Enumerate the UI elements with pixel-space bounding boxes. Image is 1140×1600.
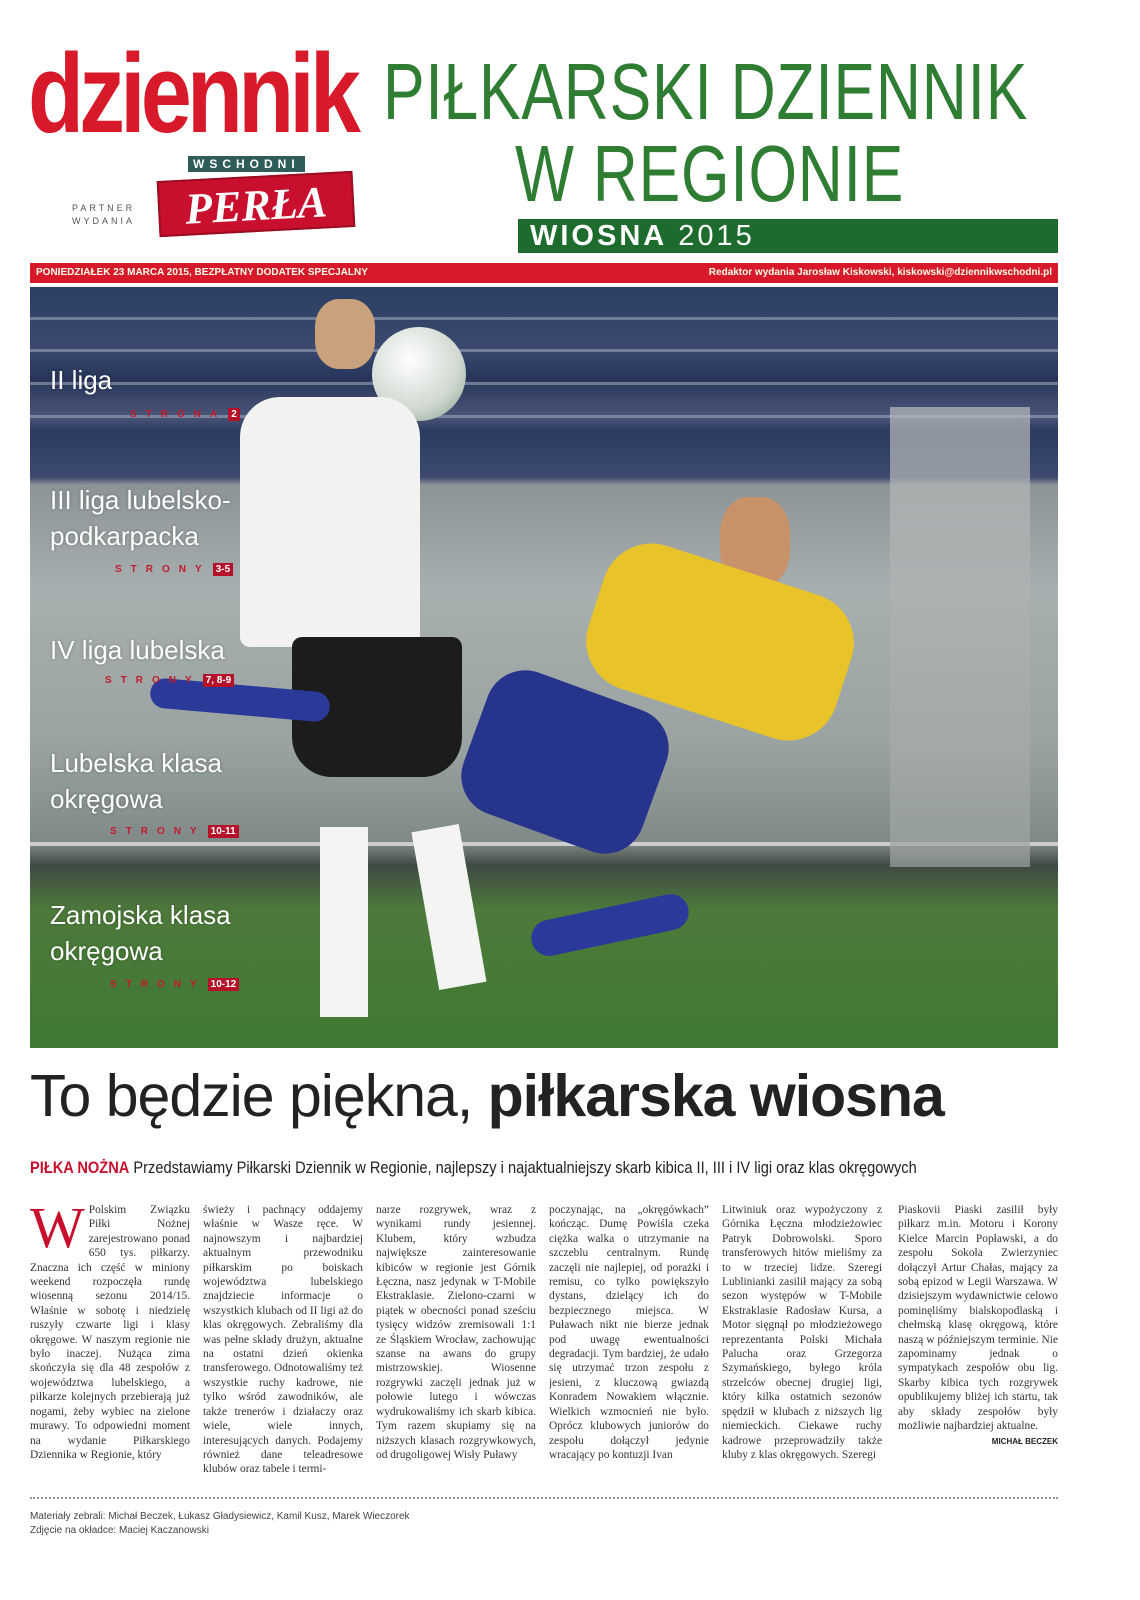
article-column: poczynając, na „okręgówkach” kończąc. Dumę Powiśla czeka ciężka walka o utrzymanie na szczeblu centralnym. Rundę zaczęli nie najlepiej, od porażki i remisu, co tylko powiększyło dystans, dzielący ich do bezpiecznego miejsca. W Puławach nikt nie bierze jednak pod uwagę ewentualności degradacji. Tym bardziej, że udało się utrzymać trzon zespołu z jesieni, z kluczową gwiazdą Konradem Nowakiem włącznie. Wielkich wzmocnień nie było. Oprócz klubowych juniorów do zespołu dołączył jedynie wracający po kontuzji Ivan (549, 1204, 709, 1461)
partner-label-line: WYDANIA (72, 216, 136, 226)
credits-materials: Materiały zebrali: Michał Beczek, Łukasz Gładysiewicz, Kamil Kusz, Marek Wieczorek (30, 1511, 410, 1522)
info-bar (30, 263, 1058, 283)
index-iii-liga[interactable] (50, 482, 231, 554)
article-column: narze rozgrywek, wraz z wynikami rundy jesiennej. Klubem, który wzbudza największe zainteresowanie kibiców w regionie jest Górnik Łęczna, nasz jedynak w T-Mobile Ekstraklasie. Zielono-czarni w piątek w obecności ponad sześciu tysięcy widzów zremisowali 1:1 ze Śląskiem Wrocław, zachowując szanse na awans do grupy mistrzowskiej. Wiosenne rozgrywki zaczęli jednak już w połowie lutego i wówczas wydrukowaliśmy ich skarb kibica. Tym razem skupiamy się na niższych klasach rozgrywkowych, od drugoligowej Wisły Puławy (376, 1204, 536, 1461)
player-sock (411, 824, 486, 990)
season-word: WIOSNA (530, 220, 668, 252)
index-label: III liga lubelsko- (50, 485, 231, 515)
article-deck (30, 1158, 917, 1178)
index-label: IV liga lubelska (50, 635, 225, 665)
section-title-line2: W REGIONIE (515, 129, 905, 218)
index-label: okręgowa (50, 936, 163, 966)
kicker: PIŁKA NOŻNA (30, 1158, 130, 1177)
article-column (898, 1203, 1058, 1448)
index-pages (110, 826, 239, 837)
index-zamojska-klasa[interactable] (50, 897, 231, 969)
pages-number: 7, 8-9 (203, 674, 235, 687)
editor-credit: Redaktor wydania Jarosław Kiskowski, kiskowski@dziennikwschodni.pl (708, 267, 1052, 278)
perla-sponsor-logo: PERŁA (157, 171, 356, 237)
pages-number: 2 (228, 408, 240, 421)
logo-sub: WSCHODNI (188, 156, 305, 172)
pages-number: 10-12 (208, 978, 240, 991)
season-banner (518, 219, 1058, 253)
partner-label (72, 202, 135, 228)
issue-date: PONIEDZIAŁEK 23 MARCA 2015, BEZPŁATNY DODATEK SPECJALNY (36, 267, 368, 278)
dziennik-wschodni-logo (28, 31, 363, 171)
article-column: świeży i pachnący oddajemy właśnie w Wasze ręce. W najnowszym i najbardziej aktualnym przewodniku piłkarskim po boiskach województwa lubelskiego znajdziecie informacje o wszystkich klubach od II ligi aż do klas okręgowych. Zebraliśmy dla was pełne składy drużyn, aktualne na ostatni dzień okienka transferowego. Odnotowaliśmy też wszystkie ruchy kadrowe, nie tylko wśród zawodników, ale także trenerów i działaczy oraz wiele, wiele innych, interesujących danych. Podajemy również dane teleadresowe klubów oraz tabele i termi- (203, 1204, 363, 1476)
pages-word: STRONY (105, 675, 201, 686)
pages-word: STRONA (130, 409, 227, 420)
index-pages (105, 675, 234, 686)
headline-bold: piłkarska wiosna (487, 1063, 944, 1129)
drop-cap: W (30, 1203, 85, 1260)
index-pages (130, 409, 240, 420)
index-pages (115, 564, 233, 575)
article-column (30, 1203, 190, 1488)
author-signature: MICHAŁ BECZEK (991, 1436, 1058, 1446)
dotted-divider (30, 1497, 1058, 1499)
index-label: okręgowa (50, 784, 163, 814)
index-label: podkarpacka (50, 521, 199, 551)
index-lubelska-klasa[interactable] (50, 745, 222, 817)
player-white-shirt (240, 397, 420, 647)
player-sock (320, 827, 368, 1017)
index-iv-liga[interactable] (50, 632, 225, 668)
deck-text: Przedstawiamy Piłkarski Dziennik w Regionie, najlepszy i najaktualniejszy skarb kibica II, III i IV ligi oraz klas okręgowych (129, 1158, 917, 1177)
column-text: Polskim Związku Piłki Nożnej zarejestrowano ponad 650 tys. piłkarzy. Znaczna ich część w miniony weekend rozpoczęła rundę wiosenną sezonu 2014/15. Właśnie w sobotę i niedzielę ruszyły czwarte ligi i klasy okręgowe. W naszym regionie nie było inaczej. Nużąca zima skończyła się dla 48 zespołów z województwa lubelskiego, a piłkarze kolejnych przebierają już nogami, żeby wybiec na zielone murawy. To odpowiedni moment na wydanie Piłkarskiego Dziennika w Regionie, który (30, 1204, 190, 1461)
article-headline (30, 1062, 944, 1130)
season-year: 2015 (678, 220, 755, 252)
article-column: Litwiniuk oraz wypożyczony z Górnika Łęczna młodzieżowiec Patryk Dobrowolski. Sporo transferowych hitów mieliśmy za to w trzeciej lidze. Szeregi Lublinianki zasilił mający za sobą sezon występów w T-Mobile Ekstraklasie Radosław Kursa, a Motor sięgnął po młodzieżowego reprezentanta Polski Michała Palucha oraz Grzegorza Szymańskiego, byłego króla strzelców obecnej drugiej ligi, który kilka ostatnich sezonów spędził w klubach z niższych lig niemieckich. Ciekawe ruchy kadrowe przeprowadziły także kluby z klas okręgowych. Szeregi (722, 1204, 882, 1461)
stairs (890, 407, 1030, 867)
pages-word: STRONY (110, 826, 206, 837)
player-head (315, 299, 375, 369)
seat-row (30, 382, 1058, 385)
pages-number: 3-5 (213, 563, 233, 576)
pages-word: STRONY (110, 979, 206, 990)
column-text: Piaskovii Piaski zasilił były piłkarz m.in. Motoru i Korony Kielce Marcin Popławski, a do zespołu Sokoła Zwierzyniec dołączył Artur Chałas, mający za sobą epizod w Legii Warszawa. W dzisiejszym wydawnictwie celowo pominęliśmy bialskopodlaską i chełmską klasę okręgową, które naszą w późniejszym terminie. Nie zapominamy jednak o sympatykach zespołów obu lig. Skarby kibica tych rozgrywek opublikujemy bliżej ich startu, tak aby składy zespołów były możliwie najbardziej aktualne. (898, 1204, 1058, 1433)
index-label: II liga (50, 365, 113, 395)
cover-photo (30, 287, 1058, 1048)
logo-word: dziennik (28, 31, 357, 156)
seat-row (30, 317, 1058, 320)
pages-word: STRONY (115, 564, 211, 575)
player-leg (528, 891, 692, 959)
seat-row (30, 349, 1058, 352)
index-label: Lubelska klasa (50, 748, 222, 778)
index-pages (110, 979, 239, 990)
pages-number: 10-11 (208, 825, 239, 838)
credits (30, 1510, 410, 1538)
section-title-line1: PIŁKARSKI DZIENNIK (383, 47, 1029, 136)
headline-light: To będzie piękna, (30, 1063, 488, 1129)
credits-photo: Zdjęcie na okładce: Maciej Kaczanowski (30, 1525, 209, 1536)
index-ii-liga[interactable] (50, 362, 112, 398)
partner-label-line: PARTNER (72, 203, 136, 213)
index-label: Zamojska klasa (50, 900, 231, 930)
